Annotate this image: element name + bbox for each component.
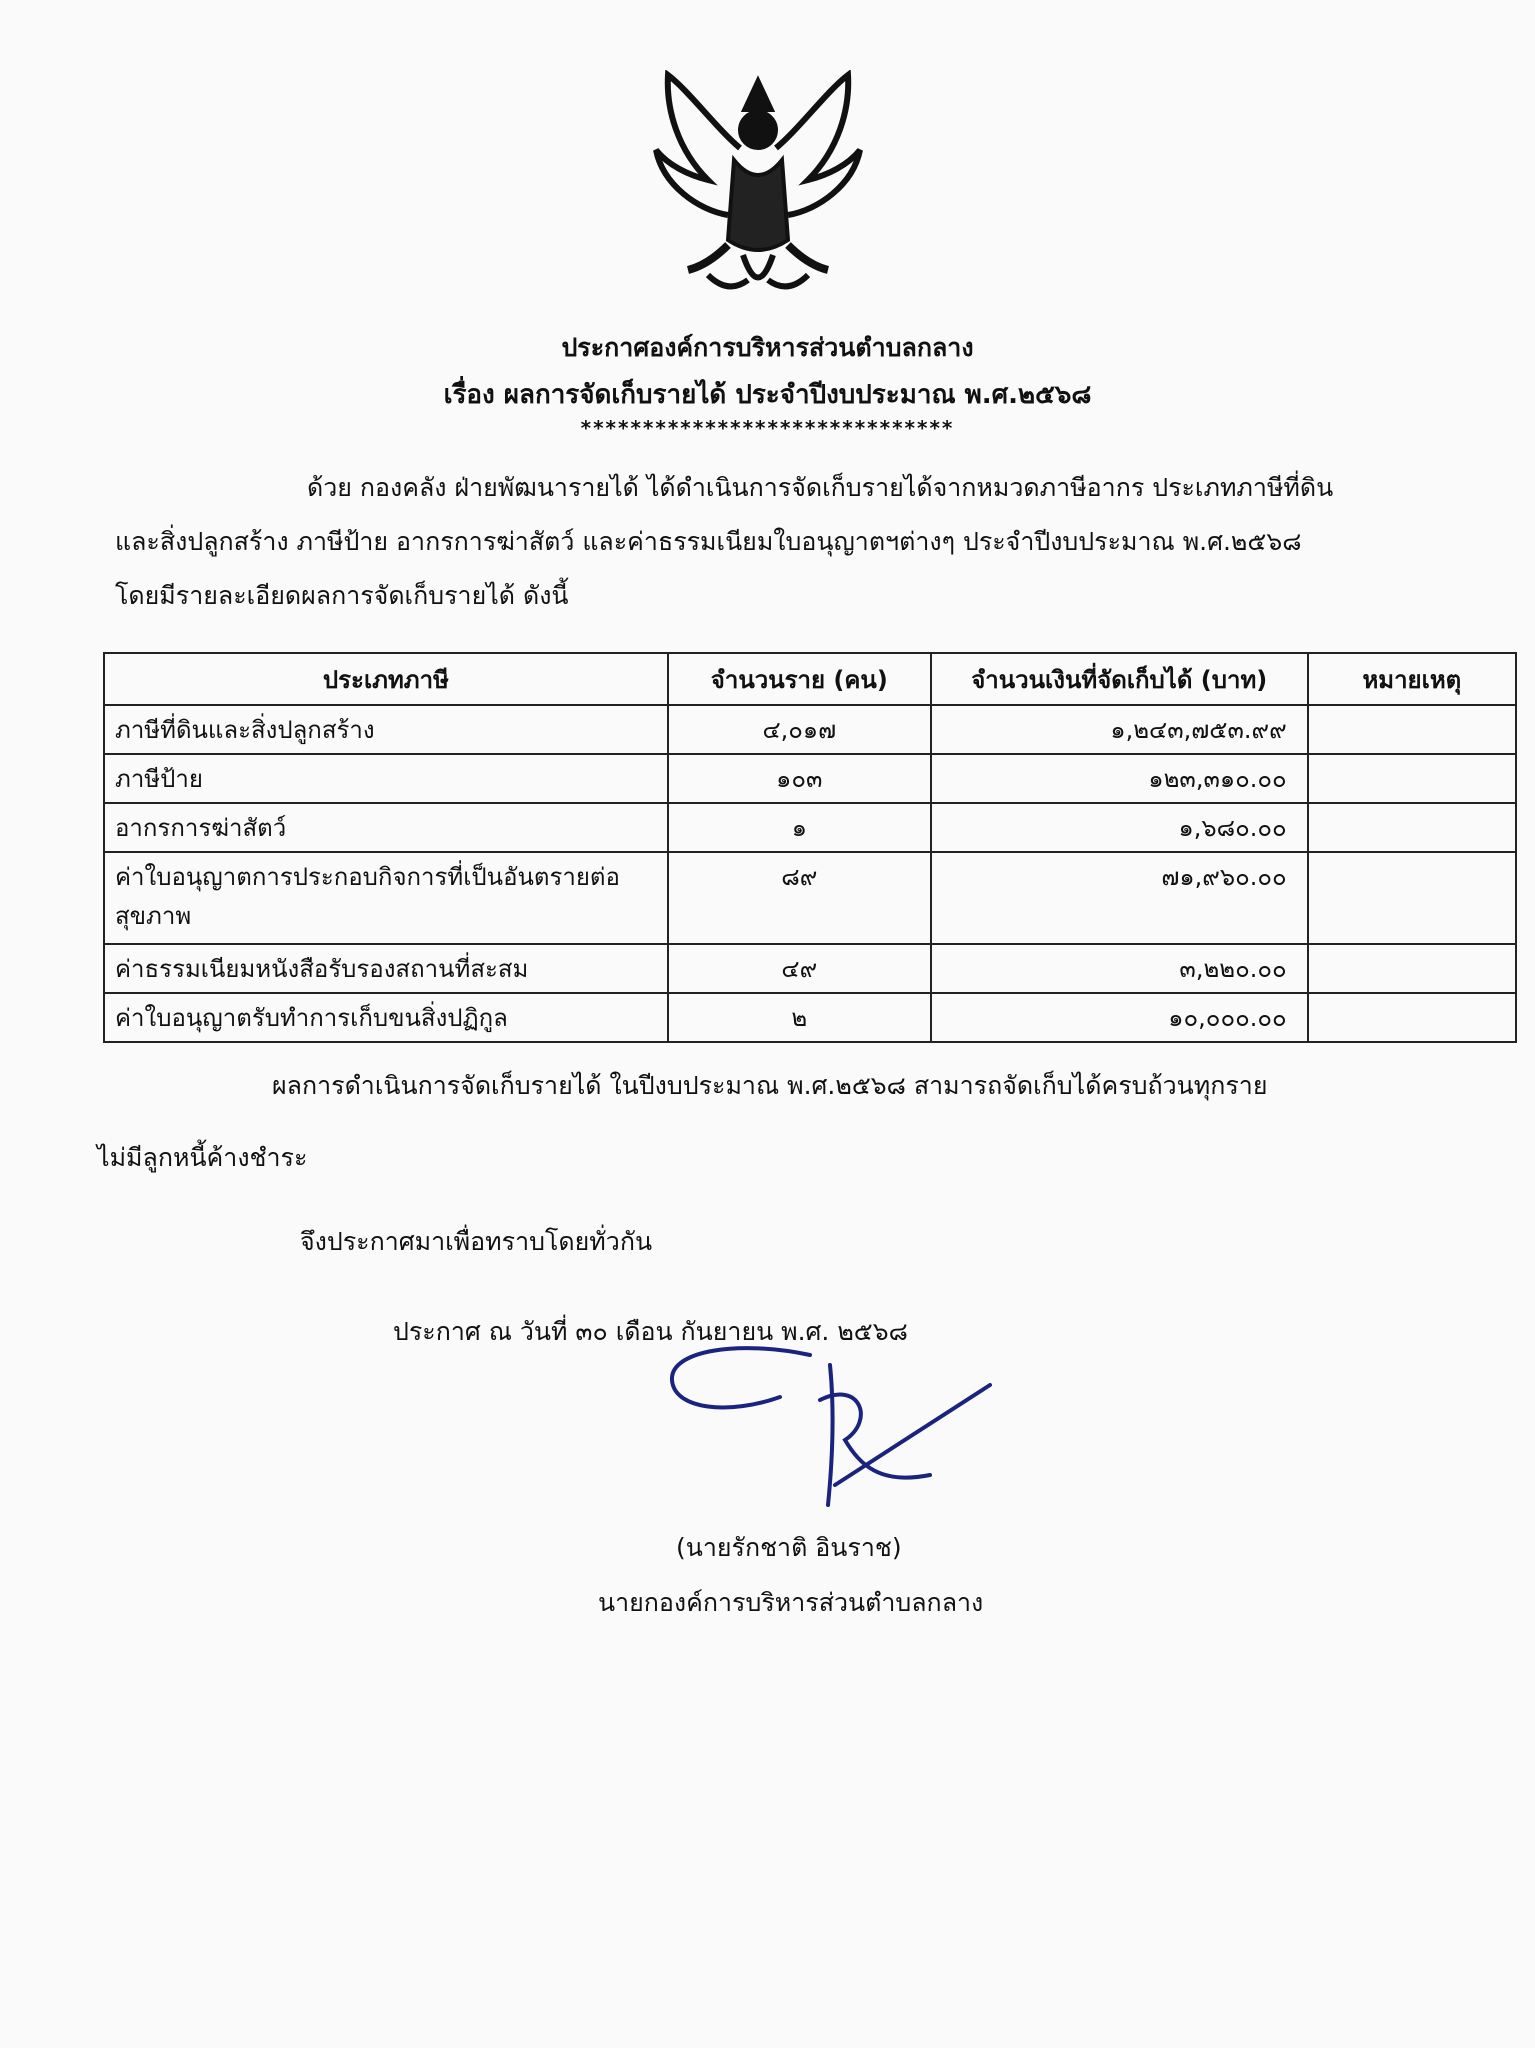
cell-tax-type: อากรการฆ่าสัตว์ <box>104 803 668 852</box>
separator: ****************************** <box>580 416 955 440</box>
cell-amount: ๑๒๓,๓๑๐.๐๐ <box>931 754 1308 803</box>
header-count: จำนวนราย (คน) <box>668 653 931 705</box>
result-line-1: ผลการดำเนินการจัดเก็บรายได้ ในปีงบประมาณ พ.ศ.๒๕๖๘ สามารถจัดเก็บได้ครบถ้วนทุกราย <box>272 1071 1268 1100</box>
cell-note <box>1308 993 1516 1042</box>
table-row <box>104 944 1516 993</box>
intro-line-1: ด้วย กองคลัง ฝ่ายพัฒนารายได้ ได้ดำเนินการจัดเก็บรายได้จากหมวดภาษีอากร ประเภทภาษีที่ดิน <box>307 473 1334 502</box>
cell-count: ๔๙ <box>668 944 931 993</box>
intro-line-3: โดยมีรายละเอียดผลการจัดเก็บรายได้ ดังนี้ <box>115 581 569 610</box>
cell-tax-type: ภาษีที่ดินและสิ่งปลูกสร้าง <box>104 705 668 754</box>
cell-amount: ๗๑,๙๖๐.๐๐ <box>931 852 1308 944</box>
cell-count: ๒ <box>668 993 931 1042</box>
garuda-emblem-icon <box>648 70 868 302</box>
cell-count: ๘๙ <box>668 852 931 944</box>
header-tax-type: ประเภทภาษี <box>104 653 668 705</box>
table-row <box>104 705 1516 754</box>
cell-note <box>1308 754 1516 803</box>
signature-icon <box>660 1335 1000 1525</box>
date-line: ประกาศ ณ วันที่ ๓๐ เดือน กันยายน พ.ศ. ๒๕๖๘ <box>393 1317 908 1346</box>
cell-tax-type: ค่าใบอนุญาตรับทำการเก็บขนสิ่งปฏิกูล <box>104 993 668 1042</box>
cell-note <box>1308 944 1516 993</box>
cell-tax-type: ภาษีป้าย <box>104 754 668 803</box>
cell-note <box>1308 705 1516 754</box>
signer-name: (นายรักชาติ อินราช) <box>676 1533 902 1562</box>
table-row <box>104 803 1516 852</box>
table-row <box>104 852 1516 944</box>
table-row <box>104 993 1516 1042</box>
cell-tax-type: ค่าธรรมเนียมหนังสือรับรองสถานที่สะสม <box>104 944 668 993</box>
header-amount: จำนวนเงินที่จัดเก็บได้ (บาท) <box>931 653 1308 705</box>
announcement-subject: เรื่อง ผลการจัดเก็บรายได้ ประจำปีงบประมาณ พ.ศ.๒๕๖๘ <box>443 380 1092 410</box>
cell-amount: ๑๐,๐๐๐.๐๐ <box>931 993 1308 1042</box>
table-row <box>104 754 1516 803</box>
header-note: หมายเหตุ <box>1308 653 1516 705</box>
cell-amount: ๓,๒๒๐.๐๐ <box>931 944 1308 993</box>
cell-note <box>1308 803 1516 852</box>
cell-count: ๑๐๓ <box>668 754 931 803</box>
revenue-table <box>103 652 1517 1043</box>
table-header-row <box>104 653 1516 705</box>
cell-note <box>1308 852 1516 944</box>
intro-line-2: และสิ่งปลูกสร้าง ภาษีป้าย อากรการฆ่าสัตว์ และค่าธรรมเนียมใบอนุญาตฯต่างๆ ประจำปีงบประมาณ พ.ศ.๒๕๖๘ <box>115 527 1302 556</box>
cell-count: ๑ <box>668 803 931 852</box>
cell-tax-type: ค่าใบอนุญาตการประกอบกิจการที่เป็นอันตรายต่อสุขภาพ <box>104 852 668 944</box>
signer-position: นายกองค์การบริหารส่วนตำบลกลาง <box>598 1588 984 1617</box>
cell-amount: ๑,๖๘๐.๐๐ <box>931 803 1308 852</box>
announcement-title: ประกาศองค์การบริหารส่วนตำบลกลาง <box>561 333 974 362</box>
cell-amount: ๑,๒๔๓,๗๕๓.๙๙ <box>931 705 1308 754</box>
result-line-2: ไม่มีลูกหนี้ค้างชำระ <box>97 1143 308 1172</box>
closing-text: จึงประกาศมาเพื่อทราบโดยทั่วกัน <box>300 1227 653 1256</box>
cell-count: ๔,๐๑๗ <box>668 705 931 754</box>
